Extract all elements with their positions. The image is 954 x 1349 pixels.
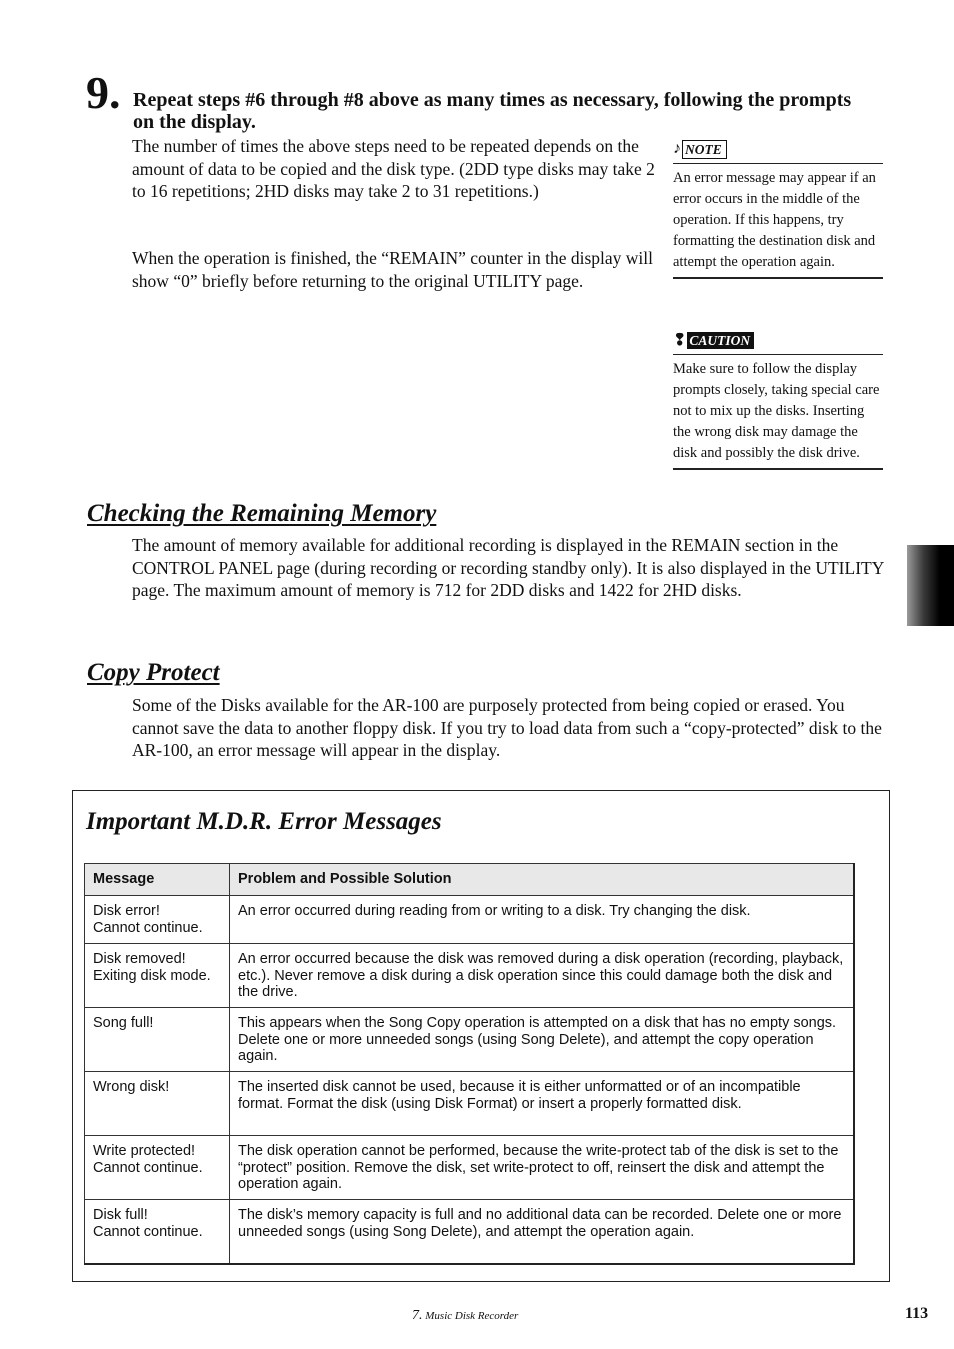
error-message: Disk removed! Exiting disk mode. [85, 944, 230, 1008]
caution-box [673, 328, 883, 470]
error-messages-table [84, 863, 855, 1265]
caution-mark-icon: ❢ [673, 332, 687, 349]
caution-label: CAUTION [687, 332, 754, 349]
error-message: Write protected! Cannot continue. [85, 1136, 230, 1200]
error-message: Wrong disk! [85, 1072, 230, 1136]
error-solution: An error occurred because the disk was removed during a disk operation (recording, playback, etc.). Never remove a disk during a disk operation since this could damage both the disk and the drive. [230, 944, 855, 1008]
table-row [85, 1200, 855, 1264]
footer-chapter [412, 1308, 518, 1324]
footer-chapter-number: 7. [412, 1308, 423, 1323]
column-header-solution: Problem and Possible Solution [230, 864, 855, 896]
column-header-message: Message [85, 864, 230, 896]
table-row [85, 1136, 855, 1200]
error-solution: This appears when the Song Copy operation is attempted on a disk that has no empty songs. Delete one or more unneeded songs (using Song Delete), and attempt the copy operation again. [230, 1008, 855, 1072]
step-number: 9. [86, 67, 121, 118]
note-text: An error message may appear if an error occurs in the middle of the operation. If this happens, try formatting the destination disk and attempt the operation again. [673, 163, 883, 279]
table-row [85, 1072, 855, 1136]
table-row [85, 1008, 855, 1072]
section-heading-copy-protect: Copy Protect [87, 659, 220, 686]
error-solution: An error occurred during reading from or writing to a disk. Try changing the disk. [230, 896, 855, 944]
step-paragraph-1: The number of times the above steps need to be repeated depends on the amount of data to be copied and the disk type. (2DD type disks may take 2 to 16 repetitions; 2HD disks may take 2 to 31 repetitions.) [132, 136, 655, 201]
error-solution: The inserted disk cannot be used, because it is either unformatted or of an incompatible format. Format the disk (using Disk Format) or insert a properly formatted disk. [230, 1072, 855, 1136]
note-box [673, 137, 883, 279]
section-text-remaining-memory: The amount of memory available for additional recording is displayed in the REMAIN section in the CONTROL PANEL page (during recording or recording standby only). It is also displayed in the UTILITY page. The maximum amount of memory is 712 for 2DD disks and 1422 for 2HD disks. [132, 535, 884, 600]
error-message: Disk error! Cannot continue. [85, 896, 230, 944]
table-row [85, 896, 855, 944]
table-row [85, 944, 855, 1008]
step-paragraph-2: When the operation is finished, the “REMAIN” counter in the display will show “0” briefly before returning to the original UTILITY page. [132, 248, 653, 291]
chapter-side-tab [907, 545, 954, 626]
error-messages-title: Important M.D.R. Error Messages [86, 808, 442, 835]
error-solution: The disk operation cannot be performed, because the write-protect tab of the disk is set to the “protect” position. Remove the disk, set write-protect to off, reinsert the disk and attempt the operation again. [230, 1136, 855, 1200]
error-message: Disk full! Cannot continue. [85, 1200, 230, 1264]
error-solution: The disk’s memory capacity is full and no additional data can be recorded. Delete one or more unneeded songs (using Song Delete), and attempt the operation again. [230, 1200, 855, 1264]
page-number: 113 [905, 1305, 929, 1322]
step-heading: Repeat steps #6 through #8 above as many times as necessary, following the prompts on the display. [133, 89, 852, 133]
footer-chapter-title: Music Disk Recorder [425, 1310, 519, 1322]
section-heading-remaining-memory: Checking the Remaining Memory [87, 500, 437, 527]
section-text-copy-protect: Some of the Disks available for the AR-100 are purposely protected from being copied or erased. You cannot save the data to another floppy disk. If you try to load data from such a “copy-protected” disk to the AR-100, an error message will appear in the display. [132, 695, 882, 760]
caution-text: Make sure to follow the display prompts closely, taking special care not to mix up the disks. Inserting the wrong disk may damage the disk and possibly the disk drive. [673, 354, 883, 470]
music-note-icon: ♪ [673, 140, 681, 157]
note-label: NOTE [682, 140, 727, 159]
error-message: Song full! [85, 1008, 230, 1072]
